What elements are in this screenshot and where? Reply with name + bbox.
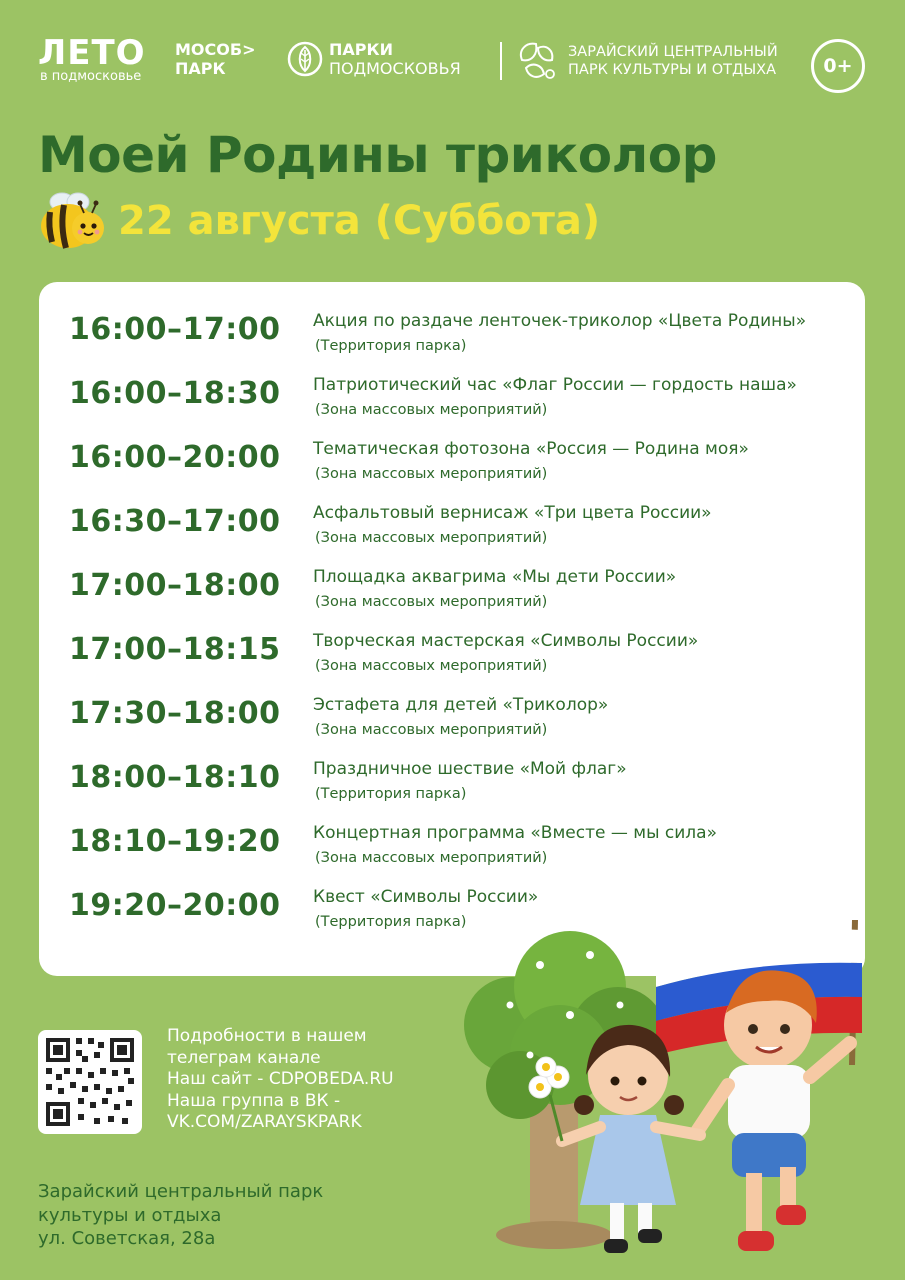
schedule-place: (Территория парка) [315,338,467,354]
leto-logo-subtitle: в подмосковье [40,69,142,84]
qr-code[interactable] [38,1030,142,1134]
schedule-event: Площадка аквагрима «Мы дети России» [313,567,677,587]
schedule-event: Асфальтовый вернисаж «Три цвета России» [313,503,712,523]
schedule-place: (Зона массовых мероприятий) [315,658,548,674]
mosoblpark-logo[interactable] [175,40,255,78]
schedule-row [39,688,865,752]
schedule-event: Творческая мастерская «Символы России» [313,631,699,651]
schedule-row [39,432,865,496]
page-title: Моей Родины триколор [38,126,717,184]
parki-line1: ПАРКИ [329,40,393,59]
leaf-circle-icon [287,41,323,77]
leaves-icon [514,38,560,84]
mosoblpark-line2: ПАРК [175,59,226,78]
address-line3: ул. Советская, 28а [38,1228,216,1249]
schedule-place: (Территория парка) [315,786,467,802]
schedule-time: 17:00–18:15 [69,632,281,667]
schedule-event: Праздничное шествие «Мой флаг» [313,759,627,779]
event-date: 22 августа (Суббота) [118,198,601,244]
zaraysk-park-logo[interactable] [514,38,778,84]
schedule-event: Концертная программа «Вместе — мы сила» [313,823,717,843]
schedule-time: 16:00–20:00 [69,440,281,475]
schedule-time: 17:30–18:00 [69,696,281,731]
address-line2: культуры и отдыха [38,1204,222,1226]
schedule-row [39,752,865,816]
schedule-row [39,496,865,560]
schedule-event: Тематическая фотозона «Россия — Родина моя» [313,439,749,459]
schedule-event: Эстафета для детей «Триколор» [313,695,609,715]
info-line-vk: Наша группа в ВК - [167,1090,341,1111]
zaraysk-line2: ПАРК КУЛЬТУРЫ И ОТДЫХА [568,62,776,78]
mosoblpark-line1: МОСОБ> [175,40,256,59]
schedule-place: (Территория парка) [315,914,467,930]
schedule-time: 18:00–18:10 [69,760,281,795]
schedule-place: (Зона массовых мероприятий) [315,530,548,546]
info-line-telegram: телеграм канале [167,1047,321,1068]
schedule-row [39,816,865,880]
schedule-place: (Зона массовых мероприятий) [315,850,548,866]
parki-line2: ПОДМОСКОВЬЯ [329,59,461,78]
children-with-flag-illustration [450,905,905,1280]
schedule-place: (Зона массовых мероприятий) [315,594,548,610]
schedule-place: (Зона массовых мероприятий) [315,722,548,738]
parki-podmoskovya-logo[interactable] [287,40,461,78]
bee-icon [38,190,106,252]
schedule-event: Патриотический час «Флаг России — гордость наша» [313,375,797,395]
schedule-row [39,368,865,432]
info-text [167,1026,394,1134]
schedule-time: 16:30–17:00 [69,504,281,539]
info-line-details: Подробности в нашем [167,1026,367,1046]
qr-code-icon [38,1030,142,1134]
schedule-event: Квест «Символы России» [313,887,539,907]
schedule-place: (Зона массовых мероприятий) [315,466,548,482]
schedule-card [39,282,865,976]
zaraysk-line1: ЗАРАЙСКИЙ ЦЕНТРАЛЬНЫЙ [568,44,778,60]
address [38,1180,323,1251]
schedule-row [39,304,865,368]
schedule-place: (Зона массовых мероприятий) [315,402,548,418]
schedule-time: 18:10–19:20 [69,824,281,859]
address-line1: Зарайский центральный парк [38,1181,324,1202]
age-rating-badge: 0+ [811,39,865,93]
header [0,0,905,130]
schedule-event: Акция по раздаче ленточек-триколор «Цвета Родины» [313,311,807,331]
website-link[interactable]: Наш сайт - CDPOBEDA.RU [167,1069,394,1090]
vk-link[interactable]: VK.COM/ZARAYSKPARK [167,1112,362,1133]
schedule-time: 16:00–18:30 [69,376,281,411]
schedule-time: 17:00–18:00 [69,568,281,603]
schedule-time: 19:20–20:00 [69,888,281,923]
schedule-row [39,624,865,688]
leto-logo-text: ЛЕТО [38,33,146,73]
date-row [38,190,600,252]
leto-logo[interactable] [38,33,146,84]
header-divider [500,42,502,80]
schedule-row [39,560,865,624]
schedule-time: 16:00–17:00 [69,312,281,347]
